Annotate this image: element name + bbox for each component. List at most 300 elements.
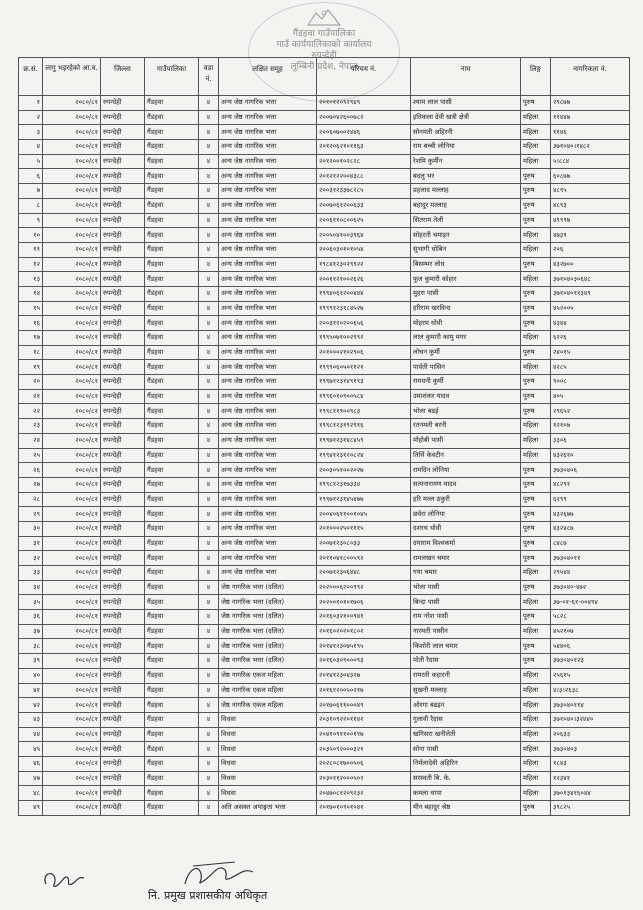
seal-line-2: गाउँ कार्यपालिकाको कार्यालय bbox=[276, 40, 372, 50]
cell-serial: ४१ bbox=[19, 683, 43, 698]
cell-municipality: गैंडहवा bbox=[145, 433, 199, 448]
cell-gender: पुरुष bbox=[521, 184, 551, 199]
cell-ward: ४ bbox=[199, 169, 219, 184]
table-row bbox=[19, 448, 630, 463]
cell-name: मीन बहादुर श्रेष्ठ bbox=[411, 801, 521, 816]
cell-name: सत्यनारायण यादव bbox=[411, 477, 521, 492]
cell-name: रेशमि कुर्मीन bbox=[411, 154, 521, 169]
cell-gender: महिला bbox=[521, 448, 551, 463]
cell-municipality: गैंडहवा bbox=[145, 477, 199, 492]
cell-serial: १५ bbox=[19, 301, 43, 316]
cell-name: बदलु भर bbox=[411, 169, 521, 184]
cell-target-group: अन्य जेष्ठ नागरिक भत्ता bbox=[219, 286, 317, 301]
cell-municipality: गैंडहवा bbox=[145, 595, 199, 610]
cell-district: रुपन्देही bbox=[101, 566, 145, 581]
beneficiary-table bbox=[18, 57, 630, 816]
cell-municipality: गैंडहवा bbox=[145, 316, 199, 331]
cell-id-number: २०१४१२३०७५१९५ bbox=[317, 639, 411, 654]
table-row bbox=[19, 771, 630, 786]
table-row bbox=[19, 125, 630, 140]
cell-municipality: गैंडहवा bbox=[145, 536, 199, 551]
cell-id-number: २००७०६१२००६३३ bbox=[317, 198, 411, 213]
table-row bbox=[19, 198, 630, 213]
cell-target-group: अन्य जेष्ठ नागरिक भत्ता bbox=[219, 140, 317, 155]
cell-id-number: २०१६०३०९०००९३ bbox=[317, 654, 411, 669]
cell-citizenship: ३७३०४०११४ bbox=[551, 698, 630, 713]
table-row bbox=[19, 110, 630, 125]
cell-name: सुखनी मल्लाह bbox=[411, 683, 521, 698]
cell-gender: पुरुष bbox=[521, 580, 551, 595]
table-row bbox=[19, 492, 630, 507]
cell-citizenship: ४८९५ bbox=[551, 184, 630, 199]
cell-municipality: गैंडहवा bbox=[145, 345, 199, 360]
cell-gender: पुरुष bbox=[521, 610, 551, 625]
cell-target-group: अन्य जेष्ठ नागरिक भत्ता bbox=[219, 257, 317, 272]
table-row bbox=[19, 668, 630, 683]
cell-name: राम बच्ची लोनिया bbox=[411, 140, 521, 155]
cell-id-number: २०१६०३२१००९४१ bbox=[317, 610, 411, 625]
cell-name: रामधनी कुर्मी bbox=[411, 375, 521, 390]
cell-ward: ४ bbox=[199, 213, 219, 228]
cell-target-group: अन्य जेष्ठ नागरिक भत्ता bbox=[219, 242, 317, 257]
cell-fiscal-year: २०८०/८१ bbox=[43, 419, 101, 434]
cell-fiscal-year: २०८०/८१ bbox=[43, 683, 101, 698]
cell-name: सोना पासी bbox=[411, 742, 521, 757]
table-row bbox=[19, 654, 630, 669]
table-row bbox=[19, 389, 630, 404]
cell-serial: २० bbox=[19, 375, 43, 390]
header-citizenship: नागरिकता नं. bbox=[551, 58, 630, 96]
cell-fiscal-year: २०८०/८१ bbox=[43, 228, 101, 243]
cell-citizenship: ४३२६१० bbox=[551, 448, 630, 463]
cell-gender: पुरुष bbox=[521, 551, 551, 566]
cell-fiscal-year: २०८०/८१ bbox=[43, 668, 101, 683]
cell-ward: ४ bbox=[199, 448, 219, 463]
cell-name: इतिकला देवी खत्री क्षेत्री bbox=[411, 110, 521, 125]
cell-name: सितराम तेली bbox=[411, 213, 521, 228]
cell-id-number: २०४७०८१२०९२३२ bbox=[317, 786, 411, 801]
cell-citizenship: ४८२९१ bbox=[551, 477, 630, 492]
cell-gender: महिला bbox=[521, 771, 551, 786]
cell-target-group: अन्य जेष्ठ नागरिक भत्ता bbox=[219, 521, 317, 536]
cell-fiscal-year: २०८०/८१ bbox=[43, 331, 101, 346]
cell-name: दशरथ धोवी bbox=[411, 521, 521, 536]
cell-target-group: अन्य जेष्ठ नागरिक भत्ता bbox=[219, 316, 317, 331]
cell-district: रुपन्देही bbox=[101, 272, 145, 287]
cell-id-number: २००३०५१००२०२७ bbox=[317, 463, 411, 478]
cell-ward: ४ bbox=[199, 521, 219, 536]
cell-gender: महिला bbox=[521, 712, 551, 727]
cell-district: रुपन्देही bbox=[101, 668, 145, 683]
cell-id-number: २०१०१२०९२९४९ bbox=[317, 96, 411, 111]
cell-id-number: २०३५०९२०००३२१ bbox=[317, 742, 411, 757]
cell-district: रुपन्देही bbox=[101, 169, 145, 184]
cell-target-group: अन्य जेष्ठ नागरिक भत्ता bbox=[219, 345, 317, 360]
table-header-row bbox=[19, 58, 630, 96]
cell-serial: १२ bbox=[19, 257, 43, 272]
cell-name: मोती रैदास bbox=[411, 654, 521, 669]
cell-id-number: २०१४१२३०४३२७ bbox=[317, 668, 411, 683]
header-gender: लिङ्ग bbox=[521, 58, 551, 96]
cell-name: राम नरेश पासी bbox=[411, 610, 521, 625]
cell-gender: महिला bbox=[521, 668, 551, 683]
cell-name: उमाशंकर यादव bbox=[411, 389, 521, 404]
cell-serial: ३० bbox=[19, 521, 43, 536]
cell-fiscal-year: २०८०/८१ bbox=[43, 610, 101, 625]
cell-name: रतनमती बरनी bbox=[411, 419, 521, 434]
cell-id-number: १९९९१२३१८४५२७ bbox=[317, 301, 411, 316]
cell-citizenship: ५४४०६ bbox=[551, 639, 630, 654]
cell-ward: ४ bbox=[199, 433, 219, 448]
cell-district: रुपन्देही bbox=[101, 477, 145, 492]
cell-target-group: जेष्ठ नागरिक एकल महिला bbox=[219, 668, 317, 683]
cell-citizenship: ८४८७ bbox=[551, 536, 630, 551]
cell-district: रुपन्देही bbox=[101, 712, 145, 727]
table-row bbox=[19, 345, 630, 360]
cell-name: भोला बढई bbox=[411, 404, 521, 419]
cell-fiscal-year: २०८०/८१ bbox=[43, 801, 101, 816]
cell-fiscal-year: २०८०/८१ bbox=[43, 213, 101, 228]
cell-municipality: गैंडहवा bbox=[145, 198, 199, 213]
cell-municipality: गैंडहवा bbox=[145, 154, 199, 169]
cell-municipality: गैंडहवा bbox=[145, 580, 199, 595]
cell-name: गया चमार bbox=[411, 566, 521, 581]
cell-serial: ४३ bbox=[19, 712, 43, 727]
cell-id-number: १९९४०६१२००४४४ bbox=[317, 286, 411, 301]
cell-serial: ३८ bbox=[19, 639, 43, 654]
cell-citizenship: ४।३।२६३८ bbox=[551, 683, 630, 698]
cell-ward: ४ bbox=[199, 419, 219, 434]
cell-citizenship: १८४३ bbox=[551, 756, 630, 771]
cell-municipality: गैंडहवा bbox=[145, 125, 199, 140]
cell-district: रुपन्देही bbox=[101, 360, 145, 375]
cell-target-group: अन्य जेष्ठ नागरिक भत्ता bbox=[219, 213, 317, 228]
cell-serial: १३ bbox=[19, 272, 43, 287]
table-row bbox=[19, 360, 630, 375]
cell-gender: महिला bbox=[521, 742, 551, 757]
cell-district: रुपन्देही bbox=[101, 742, 145, 757]
cell-citizenship: ६२९९ bbox=[551, 492, 630, 507]
cell-name: हरिराम खरविन्द bbox=[411, 301, 521, 316]
cell-ward: ४ bbox=[199, 96, 219, 111]
cell-citizenship: ४३४४ bbox=[551, 316, 630, 331]
table-row bbox=[19, 551, 630, 566]
cell-gender: महिला bbox=[521, 242, 551, 257]
cell-id-number: २०१२०६२१०११६३ bbox=[317, 140, 411, 155]
cell-ward: ४ bbox=[199, 683, 219, 698]
cell-fiscal-year: २०८०/८१ bbox=[43, 463, 101, 478]
cell-name: नारमती पासीन bbox=[411, 624, 521, 639]
cell-target-group: जेष्ठ नागरिक भत्ता (दलित) bbox=[219, 654, 317, 669]
table-row bbox=[19, 169, 630, 184]
cell-ward: ४ bbox=[199, 154, 219, 169]
cell-ward: ४ bbox=[199, 242, 219, 257]
cell-gender: महिला bbox=[521, 433, 551, 448]
cell-municipality: गैंडहवा bbox=[145, 610, 199, 625]
cell-ward: ४ bbox=[199, 301, 219, 316]
cell-citizenship: २९६५२ bbox=[551, 404, 630, 419]
cell-target-group: अन्य जेष्ठ नागरिक भत्ता bbox=[219, 389, 317, 404]
cell-citizenship: ३७३०४०१२३ bbox=[551, 654, 630, 669]
header-ward: वडा नं. bbox=[199, 58, 219, 96]
cell-ward: ४ bbox=[199, 595, 219, 610]
cell-municipality: गैंडहवा bbox=[145, 404, 199, 419]
cell-gender: महिला bbox=[521, 566, 551, 581]
cell-gender: पुरुष bbox=[521, 389, 551, 404]
cell-id-number: २००६११०८००६२५ bbox=[317, 213, 411, 228]
cell-municipality: गैंडहवा bbox=[145, 654, 199, 669]
cell-target-group: जेष्ठ नागरिक भत्ता (दलित) bbox=[219, 639, 317, 654]
table-row bbox=[19, 507, 630, 522]
cell-target-group: जेष्ठ नागरिक भत्ता (दलित) bbox=[219, 580, 317, 595]
cell-gender: पुरुष bbox=[521, 507, 551, 522]
seal-line-4: लुम्बिनी प्रदेश, नेपाल bbox=[290, 62, 358, 72]
cell-id-number: २०१०००२५०१११५ bbox=[317, 521, 411, 536]
cell-name: लाल कुमारी कामु मगर bbox=[411, 331, 521, 346]
cell-id-number: २०२०००६२००९९२ bbox=[317, 580, 411, 595]
cell-fiscal-year: २०८०/८१ bbox=[43, 639, 101, 654]
cell-gender: महिला bbox=[521, 360, 551, 375]
cell-serial: ४४ bbox=[19, 727, 43, 742]
cell-district: रुपन्देही bbox=[101, 448, 145, 463]
cell-fiscal-year: २०८०/८१ bbox=[43, 286, 101, 301]
cell-gender: महिला bbox=[521, 786, 551, 801]
cell-district: रुपन्देही bbox=[101, 463, 145, 478]
cell-district: रुपन्देही bbox=[101, 801, 145, 816]
cell-district: रुपन्देही bbox=[101, 756, 145, 771]
cell-name: सोहरती चमाइन bbox=[411, 228, 521, 243]
cell-citizenship: ५।८८४ bbox=[551, 154, 630, 169]
cell-name: लोचन कुर्मी bbox=[411, 345, 521, 360]
cell-ward: ४ bbox=[199, 375, 219, 390]
cell-citizenship: ३७०१३४१६०४४ bbox=[551, 786, 630, 801]
cell-municipality: गैंडहवा bbox=[145, 742, 199, 757]
cell-serial: २१ bbox=[19, 389, 43, 404]
table-row bbox=[19, 154, 630, 169]
table-row bbox=[19, 375, 630, 390]
table-row bbox=[19, 756, 630, 771]
cell-fiscal-year: २०८०/८१ bbox=[43, 624, 101, 639]
cell-gender: महिला bbox=[521, 331, 551, 346]
cell-gender: महिला bbox=[521, 125, 551, 140]
header-id-number: परिचय नं. bbox=[317, 58, 411, 96]
cell-serial: २९ bbox=[19, 507, 43, 522]
cell-target-group: विधवा bbox=[219, 771, 317, 786]
table-row bbox=[19, 213, 630, 228]
cell-ward: ४ bbox=[199, 228, 219, 243]
cell-name: रामरती कहारनी bbox=[411, 668, 521, 683]
table-row bbox=[19, 257, 630, 272]
cell-serial: १६ bbox=[19, 316, 43, 331]
cell-gender: पुरुष bbox=[521, 639, 551, 654]
cell-name: प्रहलाद मल्लाह bbox=[411, 184, 521, 199]
cell-district: रुपन्देही bbox=[101, 198, 145, 213]
table-row bbox=[19, 610, 630, 625]
cell-gender: पुरुष bbox=[521, 345, 551, 360]
cell-municipality: गैंडहवा bbox=[145, 331, 199, 346]
cell-district: रुपन्देही bbox=[101, 595, 145, 610]
cell-target-group: अन्य जेष्ठ नागरिक भत्ता bbox=[219, 301, 317, 316]
cell-gender: पुरुष bbox=[521, 96, 551, 111]
cell-citizenship: २४०१५ bbox=[551, 345, 630, 360]
cell-municipality: गैंडहवा bbox=[145, 551, 199, 566]
cell-serial: २७ bbox=[19, 477, 43, 492]
cell-citizenship: ११४६ bbox=[551, 125, 630, 140]
cell-district: रुपन्देही bbox=[101, 624, 145, 639]
cell-serial: ४ bbox=[19, 140, 43, 155]
cell-ward: ४ bbox=[199, 654, 219, 669]
cell-gender: पुरुष bbox=[521, 492, 551, 507]
cell-district: रुपन्देही bbox=[101, 683, 145, 698]
table-row bbox=[19, 624, 630, 639]
cell-id-number: १९९७१२३१४५४७७ bbox=[317, 492, 411, 507]
cell-municipality: गैंडहवा bbox=[145, 419, 199, 434]
cell-id-number: २०२००१०१०१७०६ bbox=[317, 595, 411, 610]
cell-name: पार्वती पासिन bbox=[411, 360, 521, 375]
cell-fiscal-year: २०८०/८१ bbox=[43, 566, 101, 581]
cell-district: रुपन्देही bbox=[101, 96, 145, 111]
table-row bbox=[19, 639, 630, 654]
cell-gender: पुरुष bbox=[521, 169, 551, 184]
cell-ward: ४ bbox=[199, 801, 219, 816]
cell-target-group: अन्य जेष्ठ नागरिक भत्ता bbox=[219, 419, 317, 434]
cell-fiscal-year: २०८०/८१ bbox=[43, 272, 101, 287]
cell-district: रुपन्देही bbox=[101, 242, 145, 257]
cell-serial: ३४ bbox=[19, 580, 43, 595]
cell-name: ओरगा बढइन bbox=[411, 698, 521, 713]
cell-citizenship: ४५२१०७ bbox=[551, 624, 630, 639]
cell-id-number: २०४१०९११००११७ bbox=[317, 727, 411, 742]
cell-serial: ३२ bbox=[19, 551, 43, 566]
cell-id-number: २०१७०१०९०१०४१ bbox=[317, 801, 411, 816]
cell-fiscal-year: २०८०/८१ bbox=[43, 110, 101, 125]
cell-name: हरि मल्ल ठकुरी bbox=[411, 492, 521, 507]
cell-citizenship: ४३२४८७ bbox=[551, 521, 630, 536]
cell-citizenship: ३३०६ bbox=[551, 433, 630, 448]
cell-gender: पुरुष bbox=[521, 404, 551, 419]
cell-ward: ४ bbox=[199, 712, 219, 727]
signature-left bbox=[40, 866, 90, 894]
cell-fiscal-year: २०८०/८१ bbox=[43, 477, 101, 492]
cell-id-number: २०३०११२०००५०२ bbox=[317, 771, 411, 786]
cell-ward: ४ bbox=[199, 492, 219, 507]
cell-name: मुहरा पासी bbox=[411, 286, 521, 301]
cell-serial: ४६ bbox=[19, 756, 43, 771]
cell-gender: पुरुष bbox=[521, 654, 551, 669]
table-row bbox=[19, 477, 630, 492]
cell-district: रुपन्देही bbox=[101, 639, 145, 654]
cell-name: बिसम्भर लोध bbox=[411, 257, 521, 272]
table-row bbox=[19, 140, 630, 155]
cell-fiscal-year: २०८०/८१ bbox=[43, 771, 101, 786]
cell-ward: ४ bbox=[199, 610, 219, 625]
cell-citizenship: ४८९३ bbox=[551, 198, 630, 213]
cell-id-number: २०१२००१०२८२८ bbox=[317, 154, 411, 169]
cell-citizenship: ११४४७ bbox=[551, 110, 630, 125]
table-row bbox=[19, 404, 630, 419]
cell-target-group: अन्य जेष्ठ नागरिक भत्ता bbox=[219, 551, 317, 566]
table-row bbox=[19, 184, 630, 199]
cell-target-group: अन्य जेष्ठ नागरिक भत्ता bbox=[219, 184, 317, 199]
cell-gender: महिला bbox=[521, 683, 551, 698]
cell-name: तिर्थि केवटीन bbox=[411, 448, 521, 463]
cell-municipality: गैंडहवा bbox=[145, 272, 199, 287]
cell-citizenship: ४५२००५ bbox=[551, 301, 630, 316]
cell-ward: ४ bbox=[199, 125, 219, 140]
cell-citizenship: ६२२६ bbox=[551, 331, 630, 346]
cell-gender: पुरुष bbox=[521, 801, 551, 816]
cell-id-number: १९९७१२३१४८४५९ bbox=[317, 433, 411, 448]
cell-gender: महिला bbox=[521, 595, 551, 610]
cell-municipality: गैंडहवा bbox=[145, 169, 199, 184]
cell-id-number: २००३१२३३७८२८५ bbox=[317, 184, 411, 199]
cell-target-group: अन्य जेष्ठ नागरिक भत्ता bbox=[219, 492, 317, 507]
cell-ward: ४ bbox=[199, 536, 219, 551]
cell-id-number: २००३१२०२००६५६ bbox=[317, 316, 411, 331]
table-row bbox=[19, 786, 630, 801]
cell-target-group: अति असक्त अपाङ्गता भत्ता bbox=[219, 801, 317, 816]
cell-fiscal-year: २०८०/८१ bbox=[43, 301, 101, 316]
cell-gender: पुरुष bbox=[521, 463, 551, 478]
cell-ward: ४ bbox=[199, 110, 219, 125]
cell-name: रामलखन चमार bbox=[411, 551, 521, 566]
cell-ward: ४ bbox=[199, 580, 219, 595]
cell-citizenship: २९८७७ bbox=[551, 96, 630, 111]
cell-serial: ९ bbox=[19, 213, 43, 228]
cell-citizenship: ४३२६७७ bbox=[551, 507, 630, 522]
cell-name: मोहरम धोवी bbox=[411, 316, 521, 331]
cell-serial: ८ bbox=[19, 198, 43, 213]
cell-id-number: २०१०००२१०२९०६ bbox=[317, 345, 411, 360]
cell-target-group: विधवा bbox=[219, 756, 317, 771]
seal-line-3: रुपन्देही bbox=[311, 51, 337, 61]
cell-id-number: १९९८११९००९८३ bbox=[317, 404, 411, 419]
cell-ward: ४ bbox=[199, 404, 219, 419]
cell-fiscal-year: २०८०/८१ bbox=[43, 345, 101, 360]
cell-ward: ४ bbox=[199, 507, 219, 522]
cell-citizenship: ४०५ bbox=[551, 389, 630, 404]
cell-citizenship: १२३४१ bbox=[551, 771, 630, 786]
cell-gender: पुरुष bbox=[521, 536, 551, 551]
cell-id-number: २०१६०२०२०१८०२ bbox=[317, 624, 411, 639]
cell-municipality: गैंडहवा bbox=[145, 286, 199, 301]
cell-serial: १ bbox=[19, 96, 43, 111]
cell-serial: १० bbox=[19, 228, 43, 243]
cell-district: रुपन्देही bbox=[101, 286, 145, 301]
cell-citizenship: ३७-०१-६१-००४९४ bbox=[551, 595, 630, 610]
cell-target-group: अन्य जेष्ठ नागरिक भत्ता bbox=[219, 463, 317, 478]
cell-citizenship: ३७३०४०३ bbox=[551, 742, 630, 757]
cell-id-number: १९९८१२३१९२९१६ bbox=[317, 419, 411, 434]
cell-municipality: गैंडहवा bbox=[145, 566, 199, 581]
cell-citizenship: ३७१०४०।३२४४० bbox=[551, 712, 630, 727]
table-row bbox=[19, 419, 630, 434]
table-row bbox=[19, 712, 630, 727]
cell-municipality: गैंडहवा bbox=[145, 771, 199, 786]
cell-municipality: गैंडहवा bbox=[145, 727, 199, 742]
cell-id-number: २००६०७००२४४६ bbox=[317, 125, 411, 140]
cell-serial: २६ bbox=[19, 463, 43, 478]
cell-id-number: २०११०४१८००५९२ bbox=[317, 551, 411, 566]
cell-target-group: जेष्ठ नागरिक भत्ता (दलित) bbox=[219, 624, 317, 639]
cell-district: रुपन्देही bbox=[101, 213, 145, 228]
cell-district: रुपन्देही bbox=[101, 727, 145, 742]
cell-id-number: १९९४१२३१२०८२४ bbox=[317, 448, 411, 463]
table-row bbox=[19, 242, 630, 257]
cell-ward: ४ bbox=[199, 566, 219, 581]
cell-district: रुपन्देही bbox=[101, 580, 145, 595]
cell-id-number: १९९९०६०५०११२१ bbox=[317, 360, 411, 375]
